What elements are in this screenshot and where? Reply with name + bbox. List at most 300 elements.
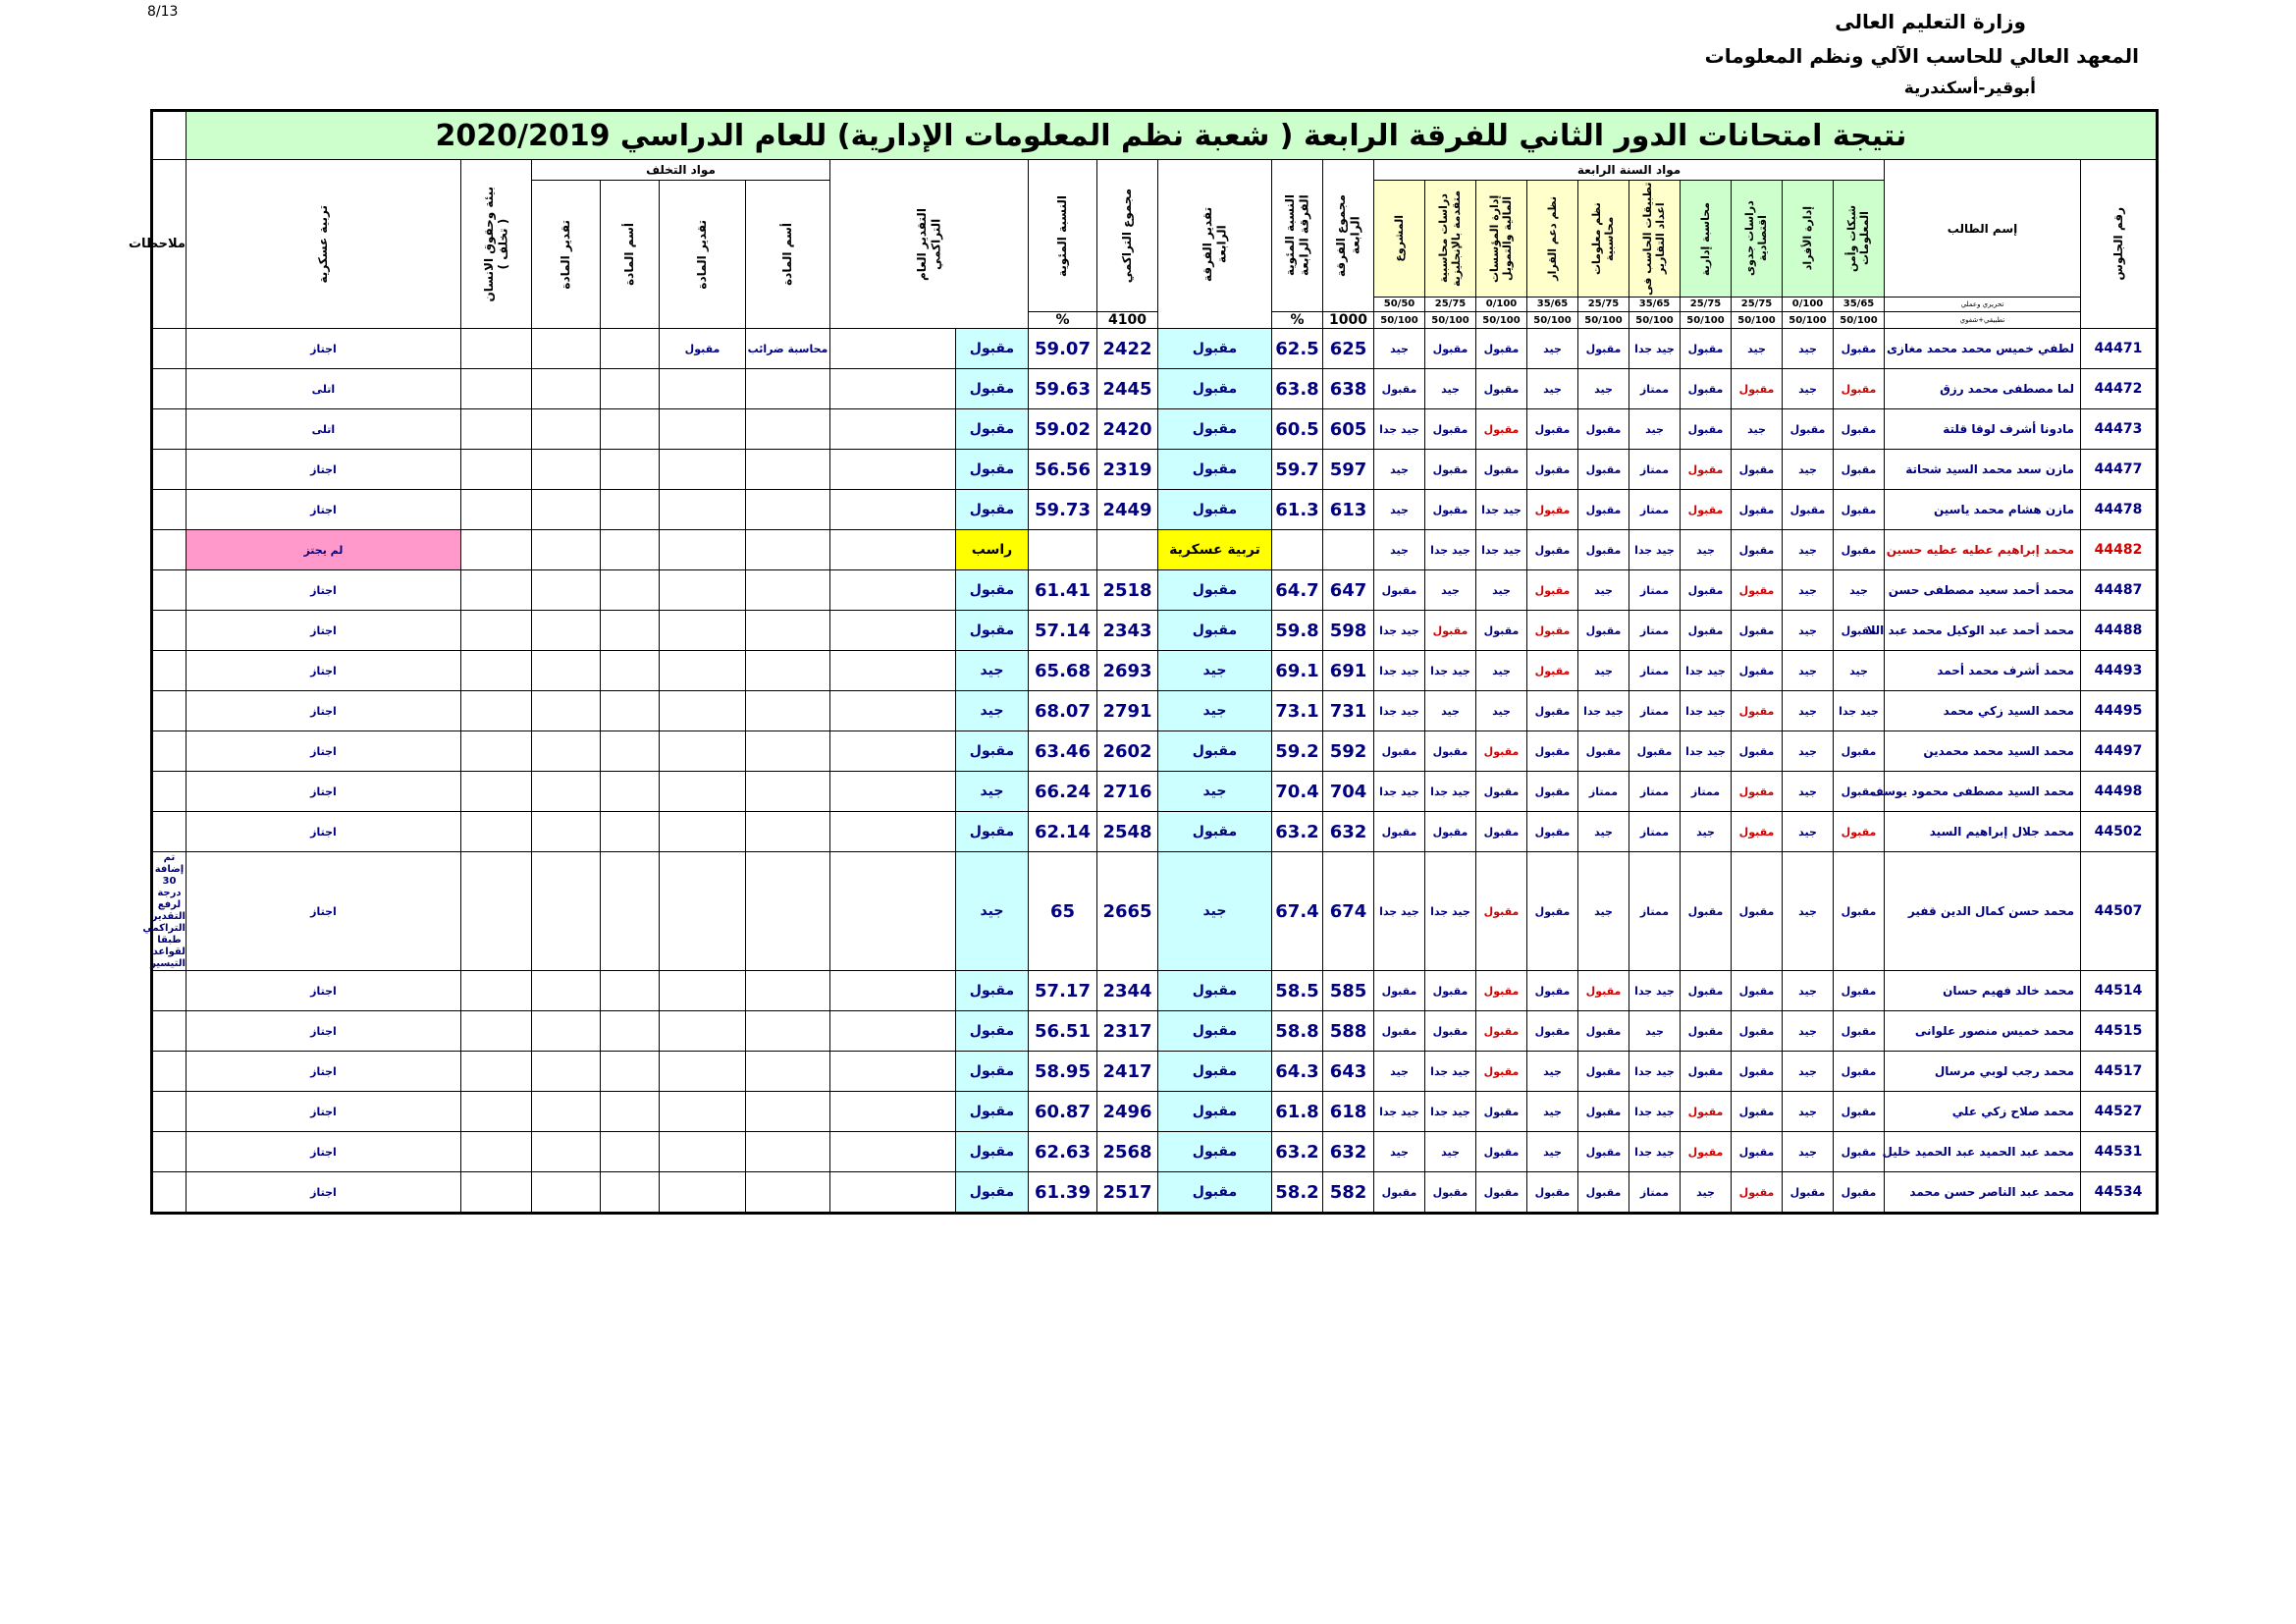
fourth-grade: مقبول — [1158, 1172, 1272, 1214]
subject-grade: ممتاز — [1629, 691, 1681, 731]
subject-grade: مقبول — [1834, 450, 1885, 490]
subject-grade: مقبول — [1374, 369, 1425, 409]
student-name: محمد حسن كمال الدين قفير — [1885, 852, 2081, 971]
student-name: محمد خميس منصور علوانى — [1885, 1011, 2081, 1052]
notes-cell — [152, 731, 187, 772]
fourth-total: 625 — [1323, 329, 1374, 369]
notes-cell — [152, 329, 187, 369]
cumulative-percent: 65 — [1029, 852, 1097, 971]
table-row — [152, 611, 2158, 651]
military-status: اتلى — [186, 369, 460, 409]
subject-header: دراسات محاسبية متقدمة بالإنجليزية — [1425, 181, 1476, 298]
subject-grade: مقبول — [1476, 329, 1527, 369]
cumulative-percent — [1029, 530, 1097, 570]
subject-grade: مقبول — [1527, 812, 1578, 852]
burden-grade-1 — [660, 852, 746, 971]
notes-cell — [152, 1092, 187, 1132]
fourth-grade: جيد — [1158, 772, 1272, 812]
subject-grade: مقبول — [1834, 1132, 1885, 1172]
page-number: 8/13 — [147, 4, 179, 20]
subject-grade: جيد جدا — [1374, 691, 1425, 731]
subject-grade: جيد — [1374, 1132, 1425, 1172]
burden-subject-1 — [746, 530, 830, 570]
table-row — [152, 812, 2158, 852]
fourth-grade: جيد — [1158, 651, 1272, 691]
burden-subject-2 — [601, 409, 660, 450]
subject-marks-oral: 50/100 — [1834, 312, 1885, 329]
subject-grade: مقبول — [1681, 369, 1732, 409]
subject-grade: مقبول — [1527, 1011, 1578, 1052]
military-status: اجتاز — [186, 1052, 460, 1092]
col-burden-grade-1: تقدير المادة — [660, 181, 746, 329]
student-name: محمد السيد محمد محمدين — [1885, 731, 2081, 772]
overall-grade: جيد — [956, 852, 1029, 971]
subject-grade: جيد — [1783, 651, 1834, 691]
fourth-total: 585 — [1323, 971, 1374, 1011]
seat-number: 44488 — [2081, 611, 2158, 651]
overall-grade-spacer — [830, 691, 956, 731]
environment-grade — [461, 450, 532, 490]
subject-grade: مقبول — [1578, 409, 1629, 450]
group-fourth-year: مواد السنة الرابعة — [1374, 160, 1885, 181]
table-row — [152, 1011, 2158, 1052]
fourth-grade: مقبول — [1158, 490, 1272, 530]
cumulative-percent: 56.51 — [1029, 1011, 1097, 1052]
overall-grade: مقبول — [956, 1092, 1029, 1132]
environment-grade — [461, 329, 532, 369]
burden-grade-1 — [660, 1172, 746, 1214]
overall-grade-spacer — [830, 490, 956, 530]
fourth-percent: 64.3 — [1272, 1052, 1323, 1092]
military-status: اجتاز — [186, 731, 460, 772]
burden-grade-2 — [532, 530, 601, 570]
cumulative-total: 2317 — [1097, 1011, 1158, 1052]
notes-cell — [152, 971, 187, 1011]
notes-cell — [152, 369, 187, 409]
subject-grade: جيد — [1425, 691, 1476, 731]
environment-grade — [461, 1172, 532, 1214]
notes-cell — [152, 450, 187, 490]
subject-grade: مقبول — [1681, 570, 1732, 611]
fourth-percent-unit: % — [1272, 312, 1323, 329]
fourth-grade: مقبول — [1158, 611, 1272, 651]
subject-grade: جيد — [1527, 329, 1578, 369]
subject-marks-oral: 50/100 — [1629, 312, 1681, 329]
overall-grade-spacer — [830, 369, 956, 409]
student-name: محمد أشرف محمد أحمد — [1885, 651, 2081, 691]
burden-subject-1 — [746, 611, 830, 651]
fourth-percent: 58.2 — [1272, 1172, 1323, 1214]
burden-grade-2 — [532, 731, 601, 772]
subject-grade: مقبول — [1527, 971, 1578, 1011]
burden-subject-1 — [746, 852, 830, 971]
subject-grade: مقبول — [1425, 409, 1476, 450]
burden-grade-2 — [532, 852, 601, 971]
subject-grade: مقبول — [1834, 530, 1885, 570]
subject-grade: مقبول — [1732, 450, 1783, 490]
subject-grade: مقبول — [1476, 450, 1527, 490]
burden-grade-1 — [660, 971, 746, 1011]
subject-marks-written: 0/100 — [1783, 298, 1834, 312]
subject-grade: جيد جدا — [1476, 530, 1527, 570]
overall-grade-spacer — [830, 852, 956, 971]
subject-grade: مقبول — [1681, 409, 1732, 450]
subject-grade: مقبول — [1374, 570, 1425, 611]
fourth-total: 638 — [1323, 369, 1374, 409]
fourth-grade: مقبول — [1158, 971, 1272, 1011]
subject-grade: مقبول — [1374, 971, 1425, 1011]
subject-grade: مقبول — [1425, 611, 1476, 651]
subject-grade: مقبول — [1527, 450, 1578, 490]
col-environment: بيئة وحقوق الانسان ( تخلف ) — [461, 160, 532, 329]
overall-grade-spacer — [830, 1132, 956, 1172]
overall-grade: مقبول — [956, 971, 1029, 1011]
subject-grade: مقبول — [1527, 611, 1578, 651]
fourth-total-max: 1000 — [1323, 312, 1374, 329]
table-row — [152, 570, 2158, 611]
subject-grade: مقبول — [1783, 490, 1834, 530]
subject-grade: مقبول — [1527, 852, 1578, 971]
seat-number: 44527 — [2081, 1092, 2158, 1132]
subject-grade: مقبول — [1834, 971, 1885, 1011]
subject-grade: جيد جدا — [1374, 409, 1425, 450]
subject-grade: مقبول — [1732, 530, 1783, 570]
cumulative-percent: 56.56 — [1029, 450, 1097, 490]
subject-grade: مقبول — [1834, 1052, 1885, 1092]
environment-grade — [461, 651, 532, 691]
subject-grade: مقبول — [1732, 1092, 1783, 1132]
col-cumulative-total: مجموع التراكمي — [1097, 160, 1158, 312]
fourth-total: 632 — [1323, 1132, 1374, 1172]
subject-grade: جيد جدا — [1374, 611, 1425, 651]
subject-marks-oral: 50/100 — [1527, 312, 1578, 329]
burden-subject-2 — [601, 731, 660, 772]
environment-grade — [461, 812, 532, 852]
fourth-total: 592 — [1323, 731, 1374, 772]
subject-grade: جيد — [1681, 530, 1732, 570]
burden-subject-1 — [746, 1052, 830, 1092]
seat-number: 44478 — [2081, 490, 2158, 530]
subject-grade: جيد — [1732, 409, 1783, 450]
subject-grade: مقبول — [1374, 812, 1425, 852]
military-status: اتلى — [186, 409, 460, 450]
subject-grade: جيد — [1783, 329, 1834, 369]
environment-grade — [461, 530, 532, 570]
col-burden-subject-2: أسم المادة — [601, 181, 660, 329]
legend-oral: تطبيقي+شفوي — [1885, 312, 2081, 329]
subject-grade: مقبول — [1578, 490, 1629, 530]
fourth-percent: 61.8 — [1272, 1092, 1323, 1132]
subject-grade: مقبول — [1527, 490, 1578, 530]
subject-grade: جيد — [1374, 329, 1425, 369]
overall-grade: مقبول — [956, 1132, 1029, 1172]
subject-marks-written: 25/75 — [1732, 298, 1783, 312]
burden-subject-2 — [601, 1092, 660, 1132]
overall-grade-spacer — [830, 971, 956, 1011]
cumulative-percent: 60.87 — [1029, 1092, 1097, 1132]
subject-grade: جيد — [1783, 611, 1834, 651]
subject-marks-written: 35/65 — [1629, 298, 1681, 312]
burden-grade-1 — [660, 812, 746, 852]
military-status: اجتاز — [186, 812, 460, 852]
subject-grade: مقبول — [1732, 852, 1783, 971]
military-status: اجتاز — [186, 570, 460, 611]
cumulative-percent: 63.46 — [1029, 731, 1097, 772]
subject-grade: مقبول — [1681, 1052, 1732, 1092]
fourth-percent: 58.5 — [1272, 971, 1323, 1011]
fourth-total: 691 — [1323, 651, 1374, 691]
subject-grade: ممتاز — [1629, 490, 1681, 530]
seat-number: 44495 — [2081, 691, 2158, 731]
subject-marks-oral: 50/100 — [1783, 312, 1834, 329]
subject-marks-written: 25/75 — [1425, 298, 1476, 312]
burden-subject-1 — [746, 1172, 830, 1214]
subject-grade: جيد جدا — [1425, 1092, 1476, 1132]
col-seat-number: رقم الجلوس — [2081, 160, 2158, 329]
seat-number: 44477 — [2081, 450, 2158, 490]
seat-number: 44473 — [2081, 409, 2158, 450]
subject-grade: مقبول — [1681, 852, 1732, 971]
seat-number: 44507 — [2081, 852, 2158, 971]
subject-grade: جيد — [1374, 530, 1425, 570]
fourth-grade: مقبول — [1158, 812, 1272, 852]
subject-grade: جيد جدا — [1629, 1092, 1681, 1132]
burden-subject-1 — [746, 971, 830, 1011]
subject-grade: جيد جدا — [1425, 772, 1476, 812]
subject-header: إدارة الأفراد — [1783, 181, 1834, 298]
subject-grade: ممتاز — [1629, 450, 1681, 490]
subject-grade: مقبول — [1834, 329, 1885, 369]
burden-grade-1 — [660, 1132, 746, 1172]
burden-subject-2 — [601, 651, 660, 691]
subject-grade: جيد — [1783, 691, 1834, 731]
subject-grade: مقبول — [1527, 651, 1578, 691]
burden-grade-2 — [532, 1092, 601, 1132]
cumulative-total: 2518 — [1097, 570, 1158, 611]
notes-cell — [152, 651, 187, 691]
notes-cell — [152, 1132, 187, 1172]
table-row — [152, 530, 2158, 570]
student-name: محمد صلاح زكي علي — [1885, 1092, 2081, 1132]
burden-grade-1: مقبول — [660, 329, 746, 369]
table-row — [152, 409, 2158, 450]
cumulative-total: 2449 — [1097, 490, 1158, 530]
subject-grade: مقبول — [1578, 450, 1629, 490]
notes-cell — [152, 772, 187, 812]
subject-grade: جيد جدا — [1834, 691, 1885, 731]
fourth-percent: 62.5 — [1272, 329, 1323, 369]
overall-grade: مقبول — [956, 450, 1029, 490]
environment-grade — [461, 691, 532, 731]
environment-grade — [461, 369, 532, 409]
subject-grade: مقبول — [1527, 772, 1578, 812]
environment-grade — [461, 1052, 532, 1092]
subject-grade: مقبول — [1425, 450, 1476, 490]
subject-grade: مقبول — [1578, 971, 1629, 1011]
subject-grade: جيد — [1374, 490, 1425, 530]
fourth-total: 704 — [1323, 772, 1374, 812]
subject-grade: جيد — [1732, 329, 1783, 369]
seat-number: 44498 — [2081, 772, 2158, 812]
table-row — [152, 731, 2158, 772]
subject-grade: جيد — [1783, 772, 1834, 812]
cumulative-percent: 61.41 — [1029, 570, 1097, 611]
subject-grade: جيد — [1783, 570, 1834, 611]
subject-grade: جيد — [1629, 1011, 1681, 1052]
subject-grade: ممتاز — [1629, 651, 1681, 691]
burden-subject-1 — [746, 1092, 830, 1132]
subject-grade: مقبول — [1783, 409, 1834, 450]
subject-grade: جيد — [1783, 530, 1834, 570]
burden-grade-1 — [660, 691, 746, 731]
subject-grade: مقبول — [1834, 409, 1885, 450]
subject-grade: جيد — [1527, 1092, 1578, 1132]
col-student-name: إسم الطالب — [1885, 160, 2081, 298]
overall-grade-spacer — [830, 570, 956, 611]
cumulative-percent: 58.95 — [1029, 1052, 1097, 1092]
subject-grade: ممتاز — [1629, 611, 1681, 651]
subject-grade: ممتاز — [1578, 772, 1629, 812]
cumulative-total: 2665 — [1097, 852, 1158, 971]
subject-grade: جيد — [1834, 570, 1885, 611]
subject-grade: ممتاز — [1629, 570, 1681, 611]
subject-grade: جيد — [1476, 651, 1527, 691]
burden-grade-2 — [532, 1172, 601, 1214]
subject-grade: مقبول — [1732, 772, 1783, 812]
cumulative-percent: 62.63 — [1029, 1132, 1097, 1172]
burden-subject-1 — [746, 450, 830, 490]
subject-grade: مقبول — [1374, 1011, 1425, 1052]
subject-grade: جيد جدا — [1425, 651, 1476, 691]
subject-grade: مقبول — [1476, 409, 1527, 450]
subject-grade: جيد جدا — [1425, 1052, 1476, 1092]
burden-subject-2 — [601, 1052, 660, 1092]
subject-grade: مقبول — [1578, 1132, 1629, 1172]
subject-grade: جيد — [1783, 812, 1834, 852]
subject-grade: جيد — [1783, 1011, 1834, 1052]
burden-subject-1 — [746, 490, 830, 530]
seat-number: 44472 — [2081, 369, 2158, 409]
subject-marks-oral: 50/100 — [1732, 312, 1783, 329]
cumulative-percent: 59.02 — [1029, 409, 1097, 450]
subject-grade: مقبول — [1476, 1092, 1527, 1132]
table-row — [152, 1132, 2158, 1172]
notes-cell — [152, 409, 187, 450]
table-row — [152, 329, 2158, 369]
burden-subject-1 — [746, 812, 830, 852]
burden-subject-1 — [746, 651, 830, 691]
fourth-percent: 69.1 — [1272, 651, 1323, 691]
subject-grade: مقبول — [1476, 611, 1527, 651]
student-name: محمد رجب لوبي مرسال — [1885, 1052, 2081, 1092]
environment-grade — [461, 490, 532, 530]
subject-grade: جيد — [1783, 1132, 1834, 1172]
results-table — [128, 109, 2159, 1215]
overall-grade-spacer — [830, 329, 956, 369]
subject-grade: جيد جدا — [1629, 1132, 1681, 1172]
subject-marks-written: 0/100 — [1476, 298, 1527, 312]
notes-cell — [152, 1052, 187, 1092]
subject-grade: جيد جدا — [1374, 1092, 1425, 1132]
overall-grade: جيد — [956, 691, 1029, 731]
subject-grade: جيد — [1629, 409, 1681, 450]
subject-marks-oral: 50/100 — [1578, 312, 1629, 329]
fourth-grade: مقبول — [1158, 409, 1272, 450]
burden-grade-1 — [660, 530, 746, 570]
col-fourth-total: مجموع الفرقة الرابعة — [1323, 160, 1374, 312]
col-burden-grade-2: تقدير المادة — [532, 181, 601, 329]
cumulative-total: 2343 — [1097, 611, 1158, 651]
subject-grade: جيد — [1783, 852, 1834, 971]
subject-header: المشروع — [1374, 181, 1425, 298]
subject-header: إدارة المؤسسات المالية والتمويل — [1476, 181, 1527, 298]
subject-grade: ممتاز — [1629, 1172, 1681, 1214]
cumulative-percent: 57.14 — [1029, 611, 1097, 651]
fourth-total: 588 — [1323, 1011, 1374, 1052]
seat-number: 44497 — [2081, 731, 2158, 772]
subject-grade: مقبول — [1527, 1172, 1578, 1214]
subject-grade: مقبول — [1681, 971, 1732, 1011]
notes-cell — [152, 812, 187, 852]
cumulative-total: 2496 — [1097, 1092, 1158, 1132]
subject-grade: مقبول — [1476, 971, 1527, 1011]
cumulative-total: 2602 — [1097, 731, 1158, 772]
environment-grade — [461, 1011, 532, 1052]
notes-cell — [152, 691, 187, 731]
subject-grade: مقبول — [1681, 490, 1732, 530]
subject-grade: مقبول — [1374, 1172, 1425, 1214]
subject-header: نظم معلومات محاسبية — [1578, 181, 1629, 298]
col-military: تربية عسكرية — [186, 160, 460, 329]
military-status: اجتاز — [186, 971, 460, 1011]
col-fourth-percent: النسبة المئوية الفرقة الرابعة — [1272, 160, 1323, 312]
fourth-percent: 61.3 — [1272, 490, 1323, 530]
student-name: لطفي خميس محمد محمد مغازى — [1885, 329, 2081, 369]
subject-grade: جيد جدا — [1425, 852, 1476, 971]
subject-grade: جيد — [1527, 1132, 1578, 1172]
subject-grade: مقبول — [1834, 369, 1885, 409]
subject-grade: جيد جدا — [1681, 731, 1732, 772]
subject-marks-oral: 50/100 — [1681, 312, 1732, 329]
subject-grade: ممتاز — [1629, 369, 1681, 409]
notes-cell: تم إضافة 30 درجة لرفع التقدير التراكمي طبقا لقواعد التيسير — [142, 852, 186, 969]
overall-grade: مقبول — [956, 329, 1029, 369]
group-burden: مواد التخلف — [532, 160, 830, 181]
ministry-name: وزارة التعليم العالى — [1835, 10, 2026, 33]
military-status: اجتاز — [186, 1011, 460, 1052]
subject-grade: مقبول — [1732, 1052, 1783, 1092]
overall-grade: مقبول — [956, 1011, 1029, 1052]
student-name: لما مصطفى محمد رزق — [1885, 369, 2081, 409]
notes-cell — [152, 530, 187, 570]
subject-grade: جيد جدا — [1629, 971, 1681, 1011]
subject-grade: مقبول — [1578, 329, 1629, 369]
fourth-percent: 60.5 — [1272, 409, 1323, 450]
seat-number: 44515 — [2081, 1011, 2158, 1052]
subject-grade: مقبول — [1425, 329, 1476, 369]
cumulative-total: 2344 — [1097, 971, 1158, 1011]
overall-grade: مقبول — [956, 731, 1029, 772]
burden-grade-2 — [532, 611, 601, 651]
subject-grade: مقبول — [1527, 691, 1578, 731]
fourth-grade: مقبول — [1158, 570, 1272, 611]
burden-grade-1 — [660, 570, 746, 611]
fourth-total: 731 — [1323, 691, 1374, 731]
burden-grade-2 — [532, 329, 601, 369]
military-status: اجتاز — [186, 1132, 460, 1172]
fourth-grade: جيد — [1158, 691, 1272, 731]
fourth-percent: 63.2 — [1272, 812, 1323, 852]
